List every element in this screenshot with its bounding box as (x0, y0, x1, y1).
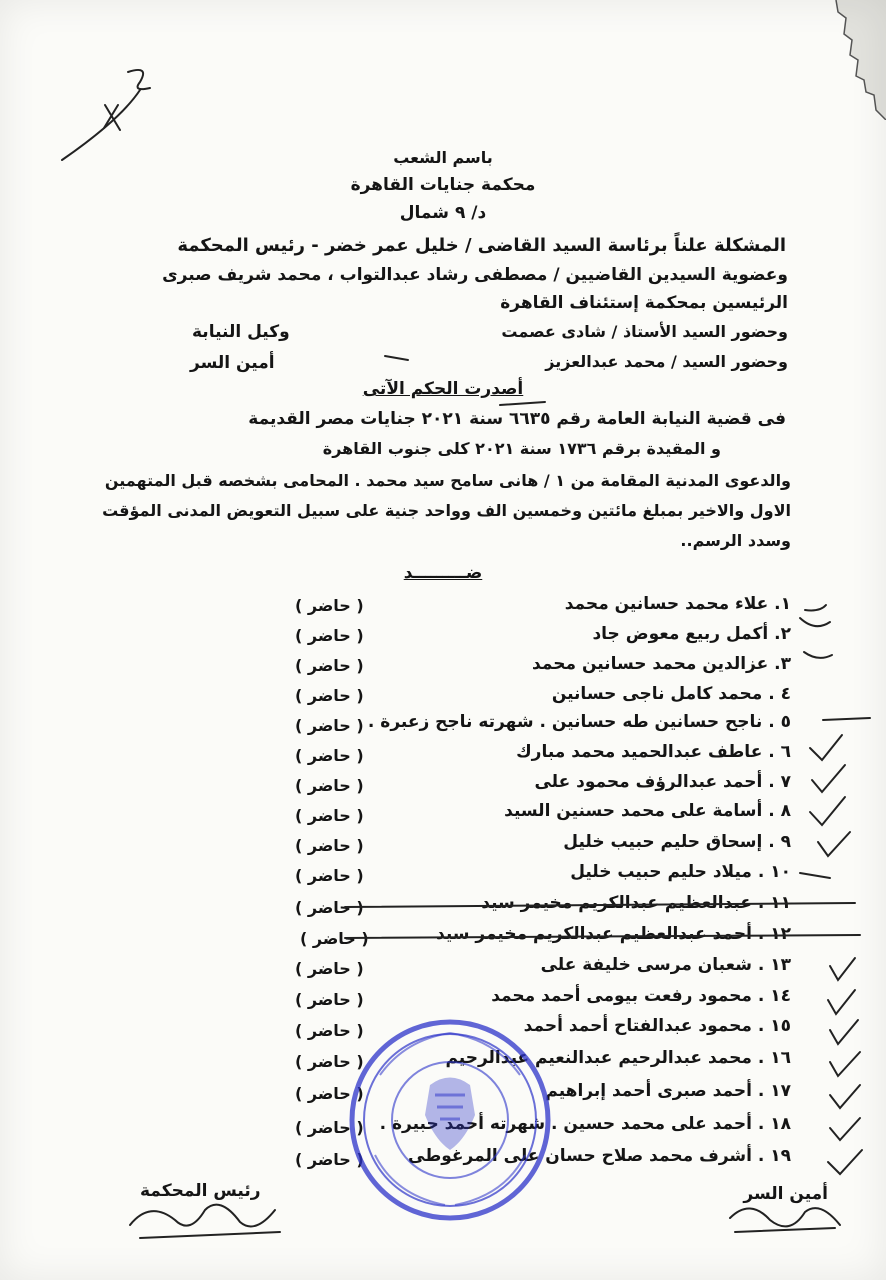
list-item: ٣. عزالدين محمد حسانين محمد (532, 654, 791, 674)
attendance-status: ( حاضر ) (295, 656, 364, 675)
prosecution-attendance: وحضور السيد الأستاذ / شادى عصمت (501, 322, 788, 341)
attendance-status: ( حاضر ) (295, 898, 364, 917)
attendance-status: ( حاضر ) (295, 1150, 364, 1169)
attendance-status: ( حاضر ) (295, 1052, 364, 1071)
verdict-title: أصدرت الحكم الآتى (362, 379, 524, 399)
court-president-label: رئيس المحكمة (140, 1181, 261, 1201)
list-item: ١٤ . محمود رفعت بيومى أحمد محمد (491, 986, 791, 1006)
intro-line-3: الرئيسين بمحكمة إستئناف القاهرة (500, 293, 788, 313)
pen-stroke-icon (62, 90, 140, 160)
torn-corner (816, 0, 886, 120)
case-line-1: فى قضية النيابة العامة رقم ٦٦٣٥ سنة ٢٠٢١ جنايات مصر القديمة (248, 409, 786, 429)
attendance-status: ( حاضر ) (295, 1118, 364, 1137)
header-basmala: باسم الشعب (393, 148, 493, 167)
attendance-status: ( حاضر ) (295, 990, 364, 1009)
civil-claim-line-2: الاول والاخير بمبلغ مائتين وخمسين الف وواحد جنية على سبيل التعويض المدنى المؤقت (102, 501, 791, 520)
attendance-status: ( حاضر ) (295, 1084, 364, 1103)
list-item: ١١ . عبدالعظيم عبدالكريم مخيمر سيد (481, 893, 791, 913)
list-item: ١٥ . محمود عبدالفتاح أحمد أحمد (523, 1016, 791, 1036)
list-item: ١٩ . أشرف محمد صلاح حسان على المرغوطى (408, 1146, 791, 1166)
attendance-status: ( حاضر ) (295, 716, 364, 735)
attendance-status: ( حاضر ) (295, 686, 364, 705)
list-item: ٤ . محمد كامل ناجى حسانين (551, 684, 791, 704)
prosecution-title: وكيل النيابة (192, 322, 290, 342)
attendance-status: ( حاضر ) (295, 866, 364, 885)
court-secretary-label: أمين السر (743, 1184, 828, 1204)
secretary-attendance: وحضور السيد / محمد عبدالعزيز (545, 352, 788, 371)
list-item: ١٠ . ميلاد حليم حبيب خليل (570, 862, 791, 882)
list-item: ١٣ . شعبان مرسى خليفة على (540, 955, 791, 975)
list-item: ٧ . أحمد عبدالرؤف محمود على (534, 772, 791, 792)
attendance-status: ( حاضر ) (295, 959, 364, 978)
circuit-label: د/ ٩ شمال (399, 203, 487, 223)
list-item: ٩ . إسحاق حليم حبيب خليل (563, 832, 791, 852)
court-name: محكمة جنايات القاهرة (350, 175, 536, 195)
attendance-status: ( حاضر ) (295, 626, 364, 645)
list-item: ٦ . عاطف عبدالحميد محمد مبارك (516, 742, 791, 762)
attendance-status: ( حاضر ) (295, 806, 364, 825)
civil-claim-line-1: والدعوى المدنية المقامة من ١ / هانى سامح سيد محمد . المحامى بشخصه قبل المتهمين (104, 471, 791, 490)
list-item: ١٦ . محمد عبدالرحيم عبدالنعيم عبدالرحيم (445, 1048, 791, 1068)
attendance-status: ( حاضر ) (295, 776, 364, 795)
list-item: ٢. أكمل ربيع معوض جاد (592, 624, 791, 644)
intro-line-2: وعضوية السيدين القاضيين / مصطفى رشاد عبدالتواب ، محمد شريف صبرى (162, 265, 788, 285)
secretary-title: أمين السر (190, 353, 275, 373)
attendance-status: ( حاضر ) (295, 596, 364, 615)
list-item: ١٨ . أحمد على محمد حسين . شهرته أحمد حبيرة . (379, 1114, 791, 1134)
list-item: ١٢ . أحمد عبدالعظيم عبدالكريم مخيمر سيد (436, 924, 791, 944)
attendance-status: ( حاضر ) (295, 1021, 364, 1040)
attendance-status: ( حاضر ) (300, 929, 369, 948)
list-item: ١. علاء محمد حسانين محمد (564, 594, 791, 614)
civil-claim-line-3: وسدد الرسم.. (680, 531, 791, 550)
attendance-status: ( حاضر ) (295, 746, 364, 765)
intro-line-1: المشكلة علناً برئاسة السيد القاضى / خليل عمر خضر - رئيس المحكمة (177, 235, 786, 256)
attendance-status: ( حاضر ) (295, 836, 364, 855)
list-item: ١٧ . أحمد صبرى أحمد إبراهيم (545, 1081, 791, 1101)
list-item: ٨ . أسامة على محمد حسنين السيد (504, 801, 791, 821)
against-label: ضـــــــــد (403, 563, 483, 583)
official-seal-stamp (345, 1015, 555, 1225)
case-line-2: و المقيدة برقم ١٧٣٦ سنة ٢٠٢١ كلى جنوب القاهرة (322, 439, 721, 458)
list-item: ٥ . ناجح حسانين طه حسانين . شهرته ناجح زعبرة . (367, 712, 791, 732)
